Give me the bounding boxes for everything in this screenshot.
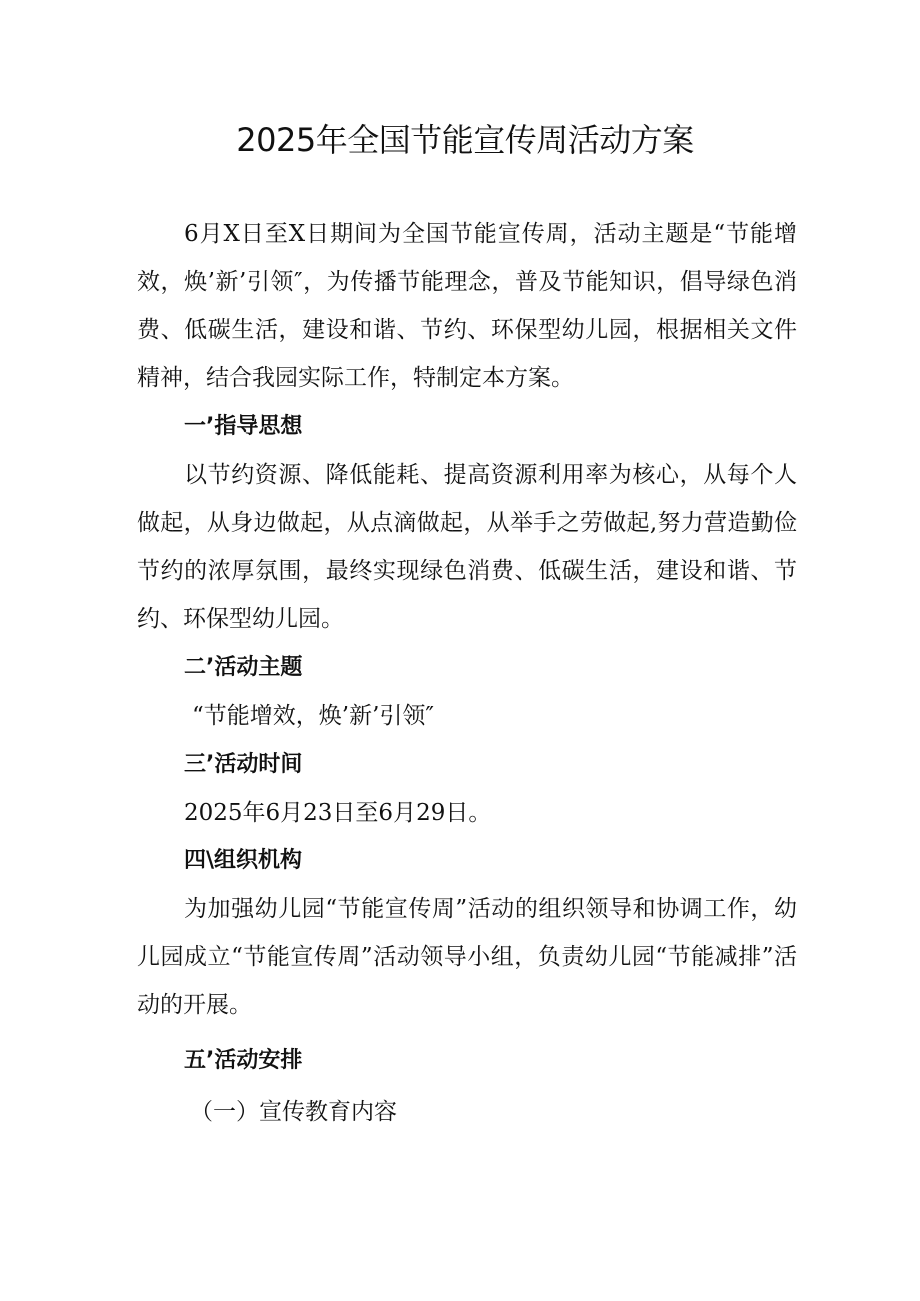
section-heading-activity-arrangement: 五’活动安排	[184, 1048, 303, 1073]
subheading-publicity-content: （一）宣传教育内容	[190, 1099, 397, 1125]
intro-text: 6月X日至X日期间为全国节能宣传周，活动主题是“节能增效，焕’新’引领″，为传播节能理念，普及节能知识，倡导绿色消费、低碳生活，建设和谐、节约、环保型幼儿园，根据相关文件精神，结合我园实际工作，特制定本方案。	[137, 221, 797, 391]
section-heading-activity-time: 三’活动时间	[184, 752, 303, 777]
section-heading-organization: 四\组织机构	[184, 848, 303, 873]
section-heading-guiding-ideology: 一’指导思想	[184, 414, 303, 439]
activity-theme-text: “节能增效，焕’新’引领″	[192, 703, 434, 729]
organization-text: 为加强幼儿园“节能宣传周”活动的组织领导和协调工作，幼儿园成立“节能宣传周”活动领导小组，负责幼儿园“节能减排”活动的开展。	[137, 896, 797, 1018]
intro-paragraph	[137, 210, 797, 402]
guiding-ideology-text: 以节约资源、降低能耗、提高资源利用率为核心，从每个人做起，从身边做起，从点滴做起，从举手之劳做起,努力营造勤俭节约的浓厚氛围，最终实现绿色消费、低碳生活，建设和谐、节约、环保型幼儿园。	[137, 462, 797, 632]
section-heading-activity-theme: 二’活动主题	[184, 655, 303, 680]
activity-time-text: 2025年6月23日至6月29日。	[184, 800, 492, 826]
guiding-ideology-paragraph	[137, 451, 797, 643]
organization-paragraph	[137, 885, 797, 1029]
document-title: 2025年全国节能宣传周活动方案	[236, 121, 694, 159]
